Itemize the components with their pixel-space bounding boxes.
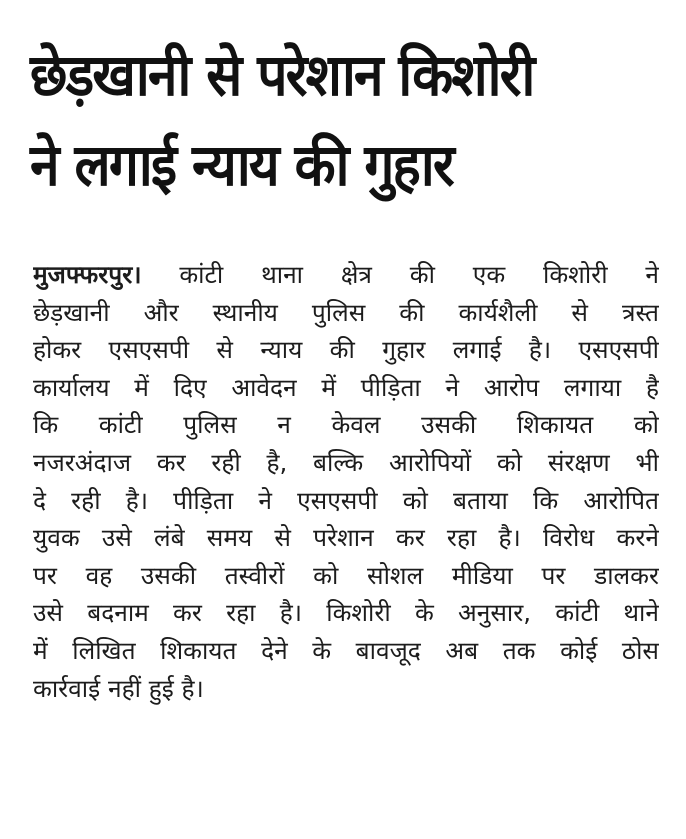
headline-line: ने लगाई न्याय की गुहार xyxy=(30,131,453,199)
article-line: में लिखित शिकायत देने के बावजूद अब तक कोई ठोस xyxy=(33,635,659,665)
dateline: मुजफ्फरपुर। xyxy=(33,260,142,289)
article-line xyxy=(33,256,659,294)
article-line: होकर एसएसपी से न्याय की गुहार लगाई है। एसएसपी xyxy=(33,335,659,365)
article-line: कार्रवाई नहीं हुई है। xyxy=(33,673,204,703)
article-body xyxy=(33,256,659,707)
article-line-text: कांटी थाना क्षेत्र की एक किशोरी ने xyxy=(141,260,659,289)
article-line: कार्यालय में दिए आवेदन में पीड़िता ने आरोप लगाया है xyxy=(33,372,659,402)
article-line: नजरअंदाज कर रही है, बल्कि आरोपियों को संरक्षण भी xyxy=(33,447,659,477)
article-line: उसे बदनाम कर रहा है। किशोरी के अनुसार, कांटी थाने xyxy=(33,598,659,628)
article-line: कि कांटी पुलिस न केवल उसकी शिकायत को xyxy=(33,410,659,440)
headline xyxy=(30,30,610,210)
article-line: पर वह उसकी तस्वीरों को सोशल मीडिया पर डालकर xyxy=(33,560,659,590)
article-line: छेड़खानी और स्थानीय पुलिस की कार्यशैली से त्रस्त xyxy=(33,297,659,327)
headline-line: छेड़खानी से परेशान किशोरी xyxy=(30,41,534,109)
article-line: दे रही है। पीड़िता ने एसएसपी को बताया कि आरोपित xyxy=(33,485,659,515)
article-line: युवक उसे लंबे समय से परेशान कर रहा है। विरोध करने xyxy=(33,523,659,553)
